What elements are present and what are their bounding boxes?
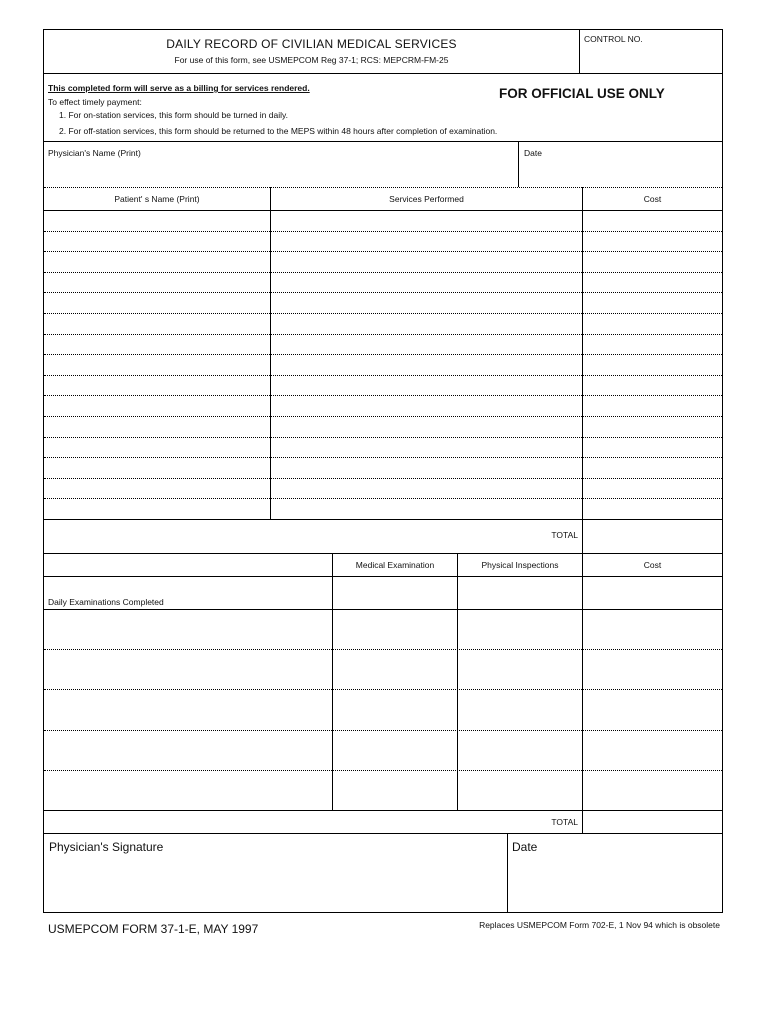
physical-inspections-cell[interactable] <box>458 609 582 649</box>
col-medical-examination: Medical Examination <box>355 560 435 570</box>
patient-name-cell[interactable] <box>44 272 270 293</box>
control-no-label: CONTROL NO. <box>584 34 643 44</box>
physician-name-label: Physician's Name (Print) <box>48 148 141 158</box>
medical-examination-cell[interactable] <box>333 730 457 770</box>
services-row <box>44 457 722 478</box>
row-divider <box>44 292 722 293</box>
row-divider <box>44 313 722 314</box>
physician-name-field[interactable] <box>44 160 518 186</box>
patient-name-cell[interactable] <box>44 210 270 231</box>
signature-date-field[interactable] <box>508 856 722 912</box>
replaces-note: Replaces USMEPCOM Form 702-E, 1 Nov 94 which is obsolete <box>479 920 720 930</box>
cost-cell[interactable] <box>583 292 722 313</box>
patient-name-cell[interactable] <box>44 437 270 458</box>
row-divider <box>44 689 722 690</box>
exam-row <box>44 689 722 729</box>
exam-description-cell[interactable] <box>44 609 332 649</box>
services-performed-cell[interactable] <box>271 313 582 334</box>
patient-name-cell[interactable] <box>44 416 270 437</box>
services-row <box>44 334 722 355</box>
services-row <box>44 251 722 272</box>
services-total-label: TOTAL <box>551 530 578 540</box>
col-cost: Cost <box>643 194 662 204</box>
services-performed-cell[interactable] <box>271 437 582 458</box>
services-performed-cell[interactable] <box>271 272 582 293</box>
services-row <box>44 416 722 437</box>
cost-cell[interactable] <box>583 251 722 272</box>
cost-cell[interactable] <box>583 375 722 396</box>
form-border <box>43 29 723 913</box>
exam-description-cell[interactable] <box>44 770 332 810</box>
services-row <box>44 313 722 334</box>
exam-cost-cell[interactable] <box>583 649 722 689</box>
row-divider <box>44 231 722 232</box>
services-total-field[interactable] <box>583 520 722 553</box>
exam-cost-cell[interactable] <box>583 609 722 649</box>
services-performed-cell[interactable] <box>271 478 582 499</box>
col-exam-cost: Cost <box>643 560 662 570</box>
medical-examination-cell[interactable] <box>333 770 457 810</box>
cost-cell[interactable] <box>583 498 722 519</box>
services-performed-cell[interactable] <box>271 334 582 355</box>
patient-name-cell[interactable] <box>44 251 270 272</box>
cost-cell[interactable] <box>583 437 722 458</box>
signature-date-label: Date <box>512 840 538 854</box>
instruction-item-1: 1. For on-station services, this form should be turned in daily. <box>59 110 288 120</box>
control-no-field[interactable] <box>580 44 722 72</box>
exam-total-field[interactable] <box>583 811 722 833</box>
billing-notice: This completed form will serve as a billing for services rendered. <box>48 83 310 93</box>
services-row <box>44 354 722 375</box>
services-performed-cell[interactable] <box>271 354 582 375</box>
daily-exams-label: Daily Examinations Completed <box>48 597 164 607</box>
cost-cell[interactable] <box>583 272 722 293</box>
row-divider <box>44 334 722 335</box>
medical-examination-cell[interactable] <box>333 689 457 729</box>
row-divider <box>44 375 722 376</box>
physician-date-field[interactable] <box>519 160 722 186</box>
patient-name-cell[interactable] <box>44 395 270 416</box>
row-divider <box>44 354 722 355</box>
services-row <box>44 292 722 313</box>
signature-label: Physician's Signature <box>49 840 164 854</box>
form-id: USMEPCOM FORM 37-1-E, MAY 1997 <box>48 922 259 936</box>
physical-inspections-cell[interactable] <box>458 689 582 729</box>
services-performed-cell[interactable] <box>271 292 582 313</box>
physical-inspections-cell[interactable] <box>458 730 582 770</box>
official-use-banner: FOR OFFICIAL USE ONLY <box>499 86 665 101</box>
services-row <box>44 478 722 499</box>
services-row <box>44 210 722 231</box>
services-row <box>44 437 722 458</box>
services-performed-cell[interactable] <box>271 231 582 252</box>
medical-examination-cell[interactable] <box>333 609 457 649</box>
col-physical-inspections: Physical Inspections <box>481 560 559 570</box>
patient-name-cell[interactable] <box>44 354 270 375</box>
patient-name-cell[interactable] <box>44 334 270 355</box>
exam-total-label: TOTAL <box>551 817 578 827</box>
cost-cell[interactable] <box>583 395 722 416</box>
exam-row <box>44 770 722 810</box>
cost-cell[interactable] <box>583 416 722 437</box>
services-row <box>44 231 722 252</box>
exam-description-cell[interactable] <box>44 649 332 689</box>
row-divider <box>44 498 722 499</box>
row-divider <box>44 478 722 479</box>
col-patient-name: Patient' s Name (Print) <box>114 194 200 204</box>
col-services-performed: Services Performed <box>389 194 464 204</box>
physician-date-label: Date <box>524 148 542 158</box>
services-performed-cell[interactable] <box>271 375 582 396</box>
physical-inspections-cell[interactable] <box>458 649 582 689</box>
services-row <box>44 395 722 416</box>
cost-cell[interactable] <box>583 457 722 478</box>
services-performed-cell[interactable] <box>271 498 582 519</box>
patient-name-cell[interactable] <box>44 498 270 519</box>
services-performed-cell[interactable] <box>271 251 582 272</box>
patient-name-cell[interactable] <box>44 292 270 313</box>
patient-name-cell[interactable] <box>44 313 270 334</box>
row-divider <box>44 272 722 273</box>
row-divider <box>44 770 722 771</box>
physical-inspections-cell[interactable] <box>458 770 582 810</box>
row-divider <box>44 457 722 458</box>
services-performed-cell[interactable] <box>271 395 582 416</box>
exam-cost-cell[interactable] <box>583 770 722 810</box>
row-divider <box>44 416 722 417</box>
services-row <box>44 498 722 519</box>
cost-cell[interactable] <box>583 313 722 334</box>
services-row <box>44 272 722 293</box>
row-divider <box>44 437 722 438</box>
cost-cell[interactable] <box>583 210 722 231</box>
medical-examination-cell[interactable] <box>333 649 457 689</box>
payment-intro: To effect timely payment: <box>48 97 142 107</box>
signature-field[interactable] <box>44 856 507 912</box>
services-performed-cell[interactable] <box>271 416 582 437</box>
patient-name-cell[interactable] <box>44 231 270 252</box>
services-performed-cell[interactable] <box>271 210 582 231</box>
row-divider <box>44 730 722 731</box>
exam-description-cell[interactable] <box>44 689 332 729</box>
exam-description-cell[interactable] <box>44 730 332 770</box>
patient-name-cell[interactable] <box>44 457 270 478</box>
form-title: DAILY RECORD OF CIVILIAN MEDICAL SERVICES <box>166 37 457 51</box>
patient-name-cell[interactable] <box>44 375 270 396</box>
row-divider <box>44 395 722 396</box>
form-subtitle: For use of this form, see USMEPCOM Reg 37-1; RCS: MEPCRM-FM-25 <box>174 55 449 65</box>
instruction-item-2: 2. For off-station services, this form should be returned to the MEPS within 48 hours after completion of examination. <box>59 126 498 136</box>
cost-cell[interactable] <box>583 231 722 252</box>
exam-row <box>44 609 722 649</box>
services-row <box>44 375 722 396</box>
exam-row <box>44 649 722 689</box>
exam-row <box>44 730 722 770</box>
exam-cost-cell[interactable] <box>583 689 722 729</box>
patient-name-cell[interactable] <box>44 478 270 499</box>
cost-cell[interactable] <box>583 334 722 355</box>
cost-cell[interactable] <box>583 354 722 375</box>
row-divider <box>44 251 722 252</box>
services-performed-cell[interactable] <box>271 457 582 478</box>
cost-cell[interactable] <box>583 478 722 499</box>
exam-cost-cell[interactable] <box>583 730 722 770</box>
row-divider <box>44 649 722 650</box>
